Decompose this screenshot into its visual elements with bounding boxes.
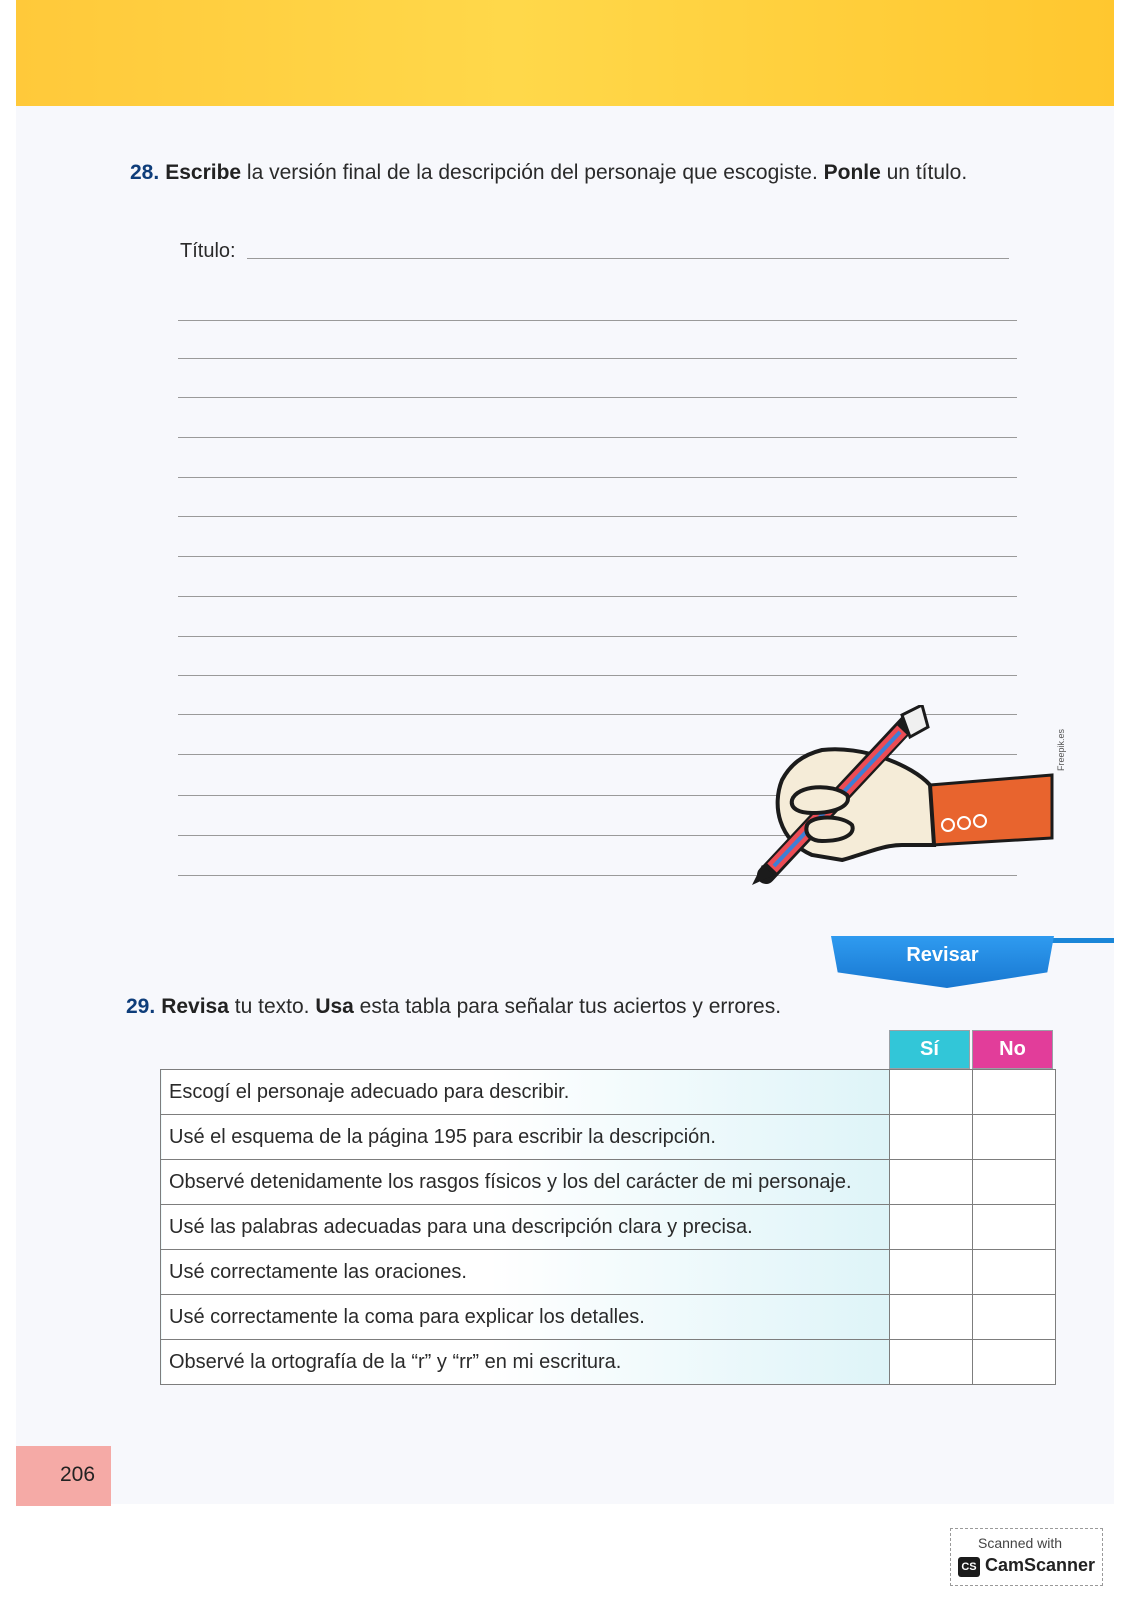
- revisar-section-label: Revisar: [906, 944, 979, 966]
- table-row: [161, 1340, 1056, 1385]
- si-checkbox[interactable]: [890, 1205, 973, 1250]
- table-row: [161, 1160, 1056, 1205]
- question-28-number: 28.: [130, 161, 160, 184]
- no-checkbox[interactable]: [973, 1205, 1056, 1250]
- row-statement: Observé detenidamente los rasgos físicos y los del carácter de mi personaje.: [161, 1160, 890, 1205]
- writing-line[interactable]: [178, 358, 1017, 359]
- title-writing-line[interactable]: [247, 258, 1009, 259]
- self-check-table: [160, 1069, 1056, 1385]
- writing-line[interactable]: [178, 397, 1017, 398]
- writing-line[interactable]: [178, 516, 1017, 517]
- scanner-brand: CamScanner: [985, 1555, 1096, 1575]
- writing-line[interactable]: [178, 556, 1017, 557]
- hand-writing-pencil-illustration: [752, 705, 1056, 887]
- question-28-verb-2: Ponle: [823, 161, 881, 184]
- no-checkbox[interactable]: [973, 1250, 1056, 1295]
- question-28-text-2: un título.: [880, 161, 968, 184]
- question-29-text-1: tu texto.: [228, 995, 316, 1018]
- question-29-verb-2: Usa: [315, 995, 354, 1018]
- table-row: [161, 1070, 1056, 1115]
- header-color-band: [16, 0, 1114, 106]
- writing-line[interactable]: [178, 596, 1017, 597]
- camscanner-logo-icon: CS: [958, 1557, 980, 1577]
- table-row: [161, 1205, 1056, 1250]
- question-29-number: 29.: [126, 995, 156, 1018]
- row-statement: Usé correctamente la coma para explicar los detalles.: [161, 1295, 890, 1340]
- si-checkbox[interactable]: [890, 1115, 973, 1160]
- question-29-text-2: esta tabla para señalar tus aciertos y errores.: [353, 995, 782, 1018]
- no-checkbox[interactable]: [973, 1160, 1056, 1205]
- title-label: Título:: [180, 240, 236, 262]
- row-statement: Usé las palabras adecuadas para una descripción clara y precisa.: [161, 1205, 890, 1250]
- question-29: [126, 994, 781, 1019]
- table-row: [161, 1115, 1056, 1160]
- si-checkbox[interactable]: [890, 1295, 973, 1340]
- no-checkbox[interactable]: [973, 1070, 1056, 1115]
- page-number: 206: [60, 1463, 96, 1486]
- question-29-verb-1: Revisa: [161, 995, 229, 1018]
- writing-line[interactable]: [178, 675, 1017, 676]
- illustration-credit: Freepik.es: [1056, 728, 1067, 772]
- question-28: [130, 160, 967, 185]
- writing-line[interactable]: [178, 636, 1017, 637]
- writing-line[interactable]: [178, 477, 1017, 478]
- si-checkbox[interactable]: [890, 1340, 973, 1385]
- row-statement: Escogí el personaje adecuado para describir.: [161, 1070, 890, 1115]
- writing-line[interactable]: [178, 320, 1017, 321]
- question-28-verb-1: Escribe: [165, 161, 242, 184]
- table-row: [161, 1250, 1056, 1295]
- row-statement: Usé el esquema de la página 195 para escribir la descripción.: [161, 1115, 890, 1160]
- no-checkbox[interactable]: [973, 1115, 1056, 1160]
- si-checkbox[interactable]: [890, 1250, 973, 1295]
- no-checkbox[interactable]: [973, 1295, 1056, 1340]
- si-checkbox[interactable]: [890, 1160, 973, 1205]
- table-row: [161, 1295, 1056, 1340]
- no-checkbox[interactable]: [973, 1340, 1056, 1385]
- writing-line[interactable]: [178, 437, 1017, 438]
- column-header-si: Sí: [889, 1030, 970, 1069]
- question-28-text-1: la versión final de la descripción del personaje que escogiste.: [241, 161, 824, 184]
- si-checkbox[interactable]: [890, 1070, 973, 1115]
- row-statement: Observé la ortografía de la “r” y “rr” en mi escritura.: [161, 1340, 890, 1385]
- row-statement: Usé correctamente las oraciones.: [161, 1250, 890, 1295]
- scanner-caption: Scanned with: [978, 1535, 1063, 1551]
- column-header-no: No: [972, 1030, 1053, 1069]
